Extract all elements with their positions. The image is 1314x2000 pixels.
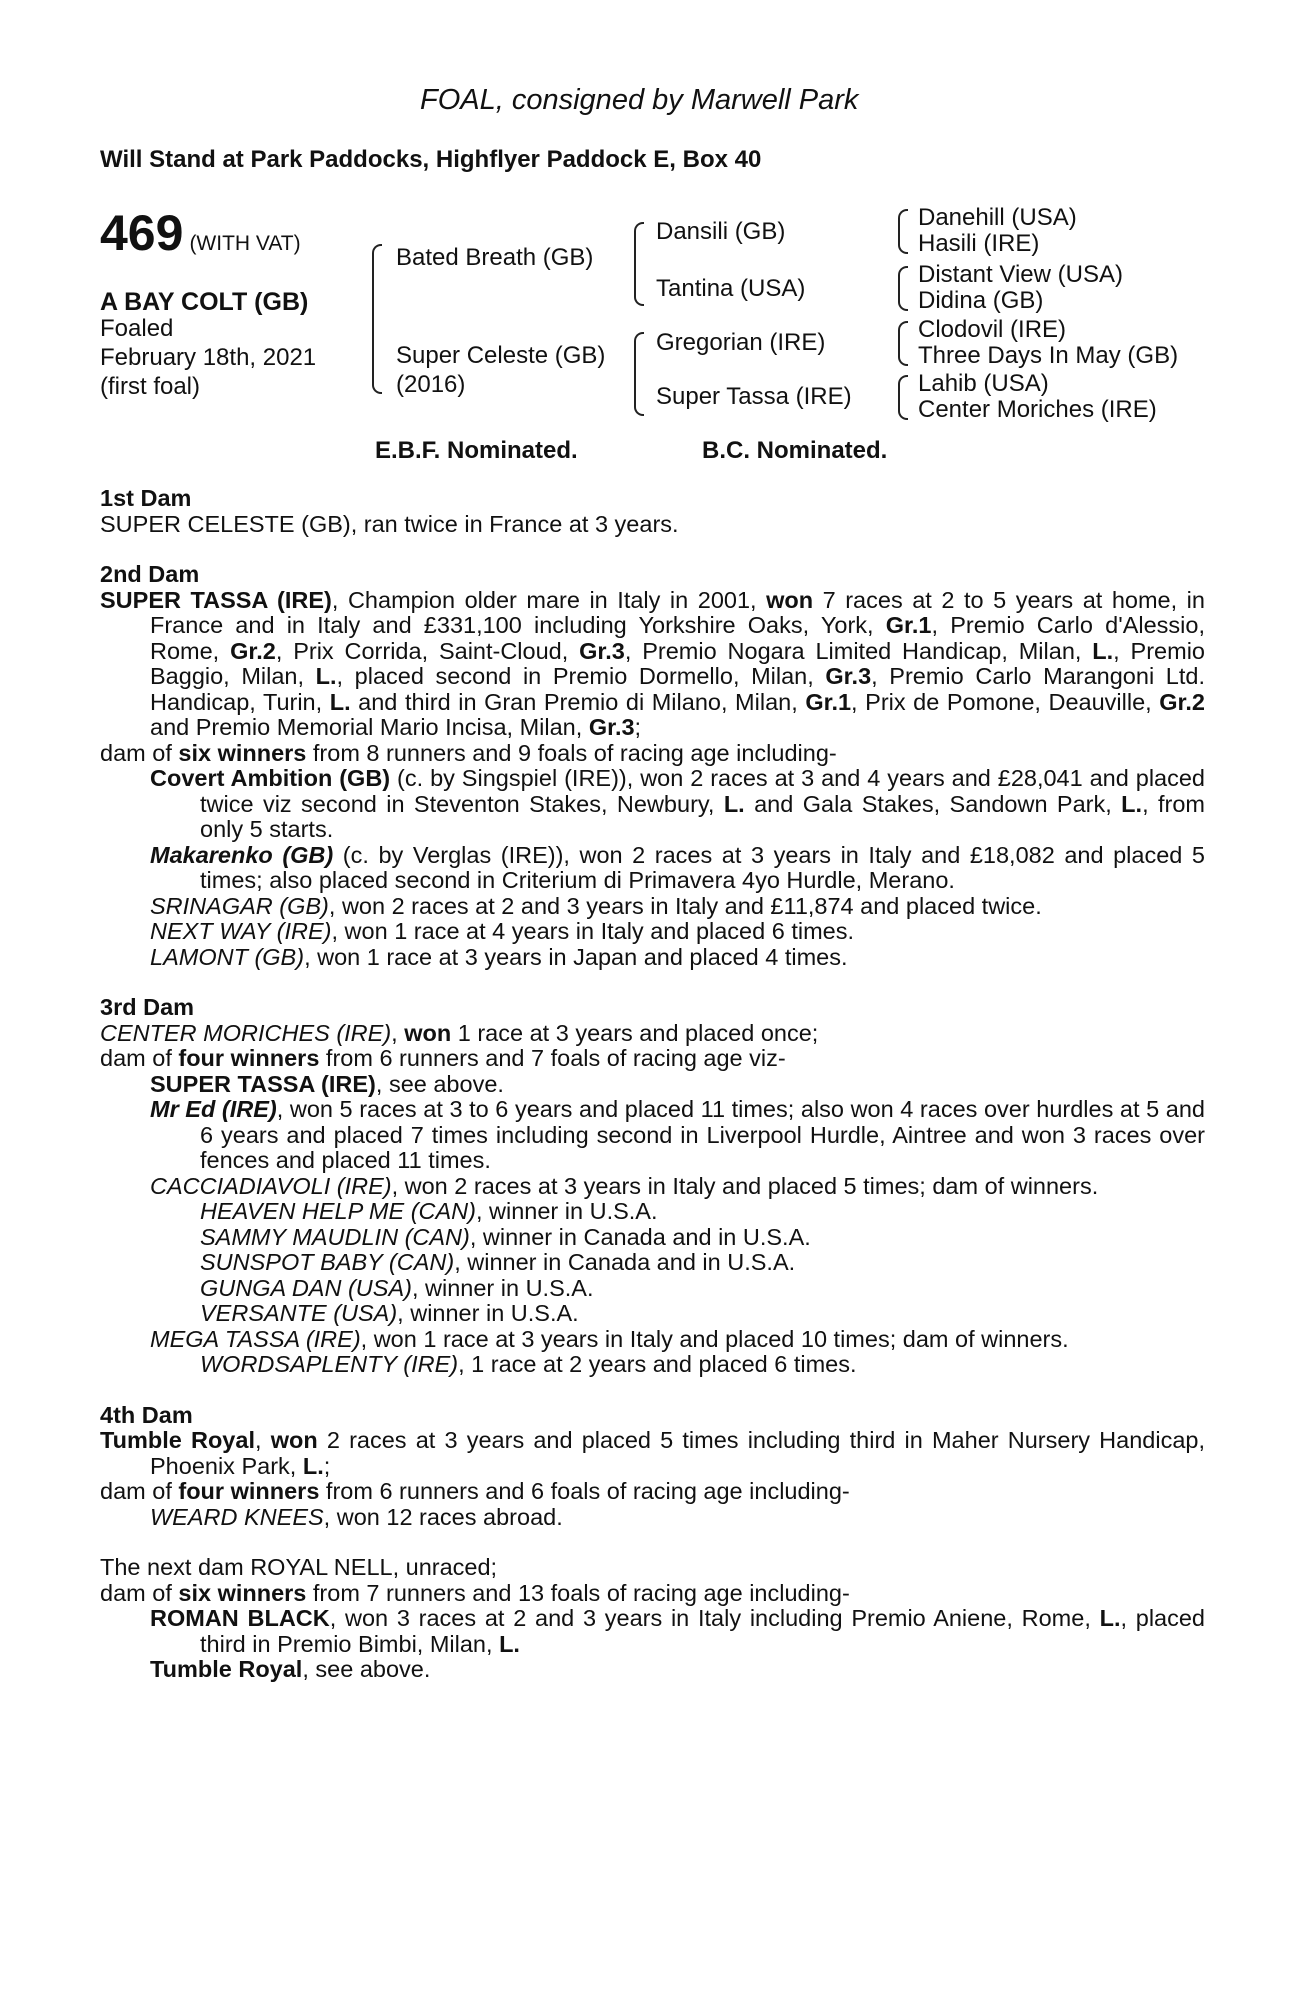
first-foal-note: (first foal) (100, 373, 201, 400)
dam4-produce-summary: dam of four winners from 6 runners and 6 foals of racing age including- (100, 1478, 850, 1504)
granddam-1: Hasili (IRE) (918, 230, 1040, 257)
dam3-grandproduce-2: SAMMY MAUDLIN (CAN), winner in Canada and in U.S.A. (200, 1223, 811, 1250)
dam3-grandproduce-3: SUNSPOT BABY (CAN), winner in Canada and in U.S.A. (200, 1249, 796, 1275)
sire-sire: Dansili (GB) (656, 218, 786, 245)
ebf-nomination: E.B.F. Nominated. (375, 437, 578, 464)
grandsire-2: Distant View (USA) (918, 261, 1123, 288)
pedigree-brace-7 (898, 375, 908, 420)
horse-name: A BAY COLT (GB) (100, 288, 309, 316)
dam2-produce-4: NEXT WAY (IRE), won 1 race at 4 years in Italy and placed 6 times. (150, 918, 854, 944)
dam3-produce-4: MEGA TASSA (IRE), won 1 race at 3 years in Italy and placed 10 times; dam of winners. (150, 1325, 1069, 1352)
next-dam-produce-1: ROMAN BLACK, won 3 races at 2 and 3 years in Italy including Premio Aniene, Rome, L., placed third in Premio Bimbi, Milan, L. (150, 1605, 1205, 1657)
dam1-heading: 1st Dam (100, 485, 192, 511)
consignor-line: FOAL, consigned by Marwell Park (420, 84, 859, 116)
dam3-grandproduce-1: HEAVEN HELP ME (CAN), winner in U.S.A. (200, 1198, 658, 1224)
pedigree-brace-1 (372, 244, 382, 394)
dam2-produce-summary: dam of six winners from 8 runners and 9 foals of racing age including- (100, 739, 837, 766)
vat-note: (WITH VAT) (189, 232, 301, 255)
sire: Bated Breath (GB) (396, 244, 594, 271)
lot-header (100, 204, 301, 262)
pedigree-brace-2 (634, 222, 644, 306)
next-dam-produce-summary: dam of six winners from 7 runners and 13 foals of racing age including- (100, 1579, 850, 1606)
dam3-record: CENTER MORICHES (IRE), won 1 race at 3 years and placed once; (100, 1019, 819, 1046)
dam-sire: Gregorian (IRE) (656, 329, 826, 356)
dam2-name: SUPER TASSA (IRE) (100, 586, 332, 613)
grandsire-4: Lahib (USA) (918, 370, 1049, 397)
dam2-produce-5: LAMONT (GB), won 1 race at 3 years in Japan and placed 4 times. (150, 943, 848, 970)
grandsire-1: Danehill (USA) (918, 204, 1077, 231)
granddam-3: Three Days In May (GB) (918, 342, 1179, 369)
stand-location: Will Stand at Park Paddocks, Highflyer Paddock E, Box 40 (100, 146, 762, 173)
dam3-produce-2: Mr Ed (IRE), won 5 races at 3 to 6 years and placed 11 times; also won 4 races over hurdles at 5 and 6 years and placed 7 times including second in Liverpool Hurdle, Aintree and won 3 races over fences and placed 11 times. (150, 1096, 1205, 1173)
dam3-grandproduce-6: WORDSAPLENTY (IRE), 1 race at 2 years and placed 6 times. (200, 1351, 857, 1377)
dam3-produce-1: SUPER TASSA (IRE), see above. (150, 1070, 504, 1097)
dam3-grandproduce-5: VERSANTE (USA), winner in U.S.A. (200, 1300, 579, 1326)
pedigree-brace-4 (898, 209, 908, 254)
dam2-produce-2: Makarenko (GB) (c. by Verglas (IRE)), won 2 races at 3 years in Italy and £18,082 and placed 5 times; also placed second in Criterium di Primavera 4yo Hurdle, Merano. (150, 841, 1205, 893)
next-dam-produce-2: Tumble Royal, see above. (150, 1656, 431, 1682)
grandsire-3: Clodovil (IRE) (918, 316, 1067, 343)
dam3-produce-summary: dam of four winners from 6 runners and 7 foals of racing age viz- (100, 1045, 786, 1071)
lot-number: 469 (100, 205, 184, 261)
foaling-details (100, 314, 316, 401)
dam2-record: SUPER TASSA (IRE), Champion older mare in Italy in 2001, won 7 races at 2 to 5 years at home, in France and in Italy and £331,100 including Yorkshire Oaks, York, Gr.1, Premio Carlo d'Alessio, Rome, Gr.2, Prix Corrida, Saint-Cloud, Gr.3, Premio Nogara Limited Handicap, Milan, L., Premio Baggio, Milan, L., placed second in Premio Dormello, Milan, Gr.3, Premio Carlo Marangoni Ltd. Handicap, Turin, L. and third in Gran Premio di Milano, Milan, Gr.1, Prix de Pomone, Deauville, Gr.2 and Premio Memorial Mario Incisa, Milan, Gr.3; (100, 586, 1205, 740)
dam4-produce-1: WEARD KNEES, won 12 races abroad. (150, 1503, 563, 1530)
dam3-produce-3: CACCIADIAVOLI (IRE), won 2 races at 3 years in Italy and placed 5 times; dam of winners. (150, 1172, 1099, 1199)
dam1-text: SUPER CELESTE (GB), ran twice in France at 3 years. (100, 510, 679, 537)
dam2-produce-3: SRINAGAR (GB), won 2 races at 2 and 3 years in Italy and £11,874 and placed twice. (150, 892, 1042, 919)
dam-year: (2016) (396, 371, 466, 398)
pedigree-notes (100, 486, 1205, 1683)
dam4-record: Tumble Royal, won 2 races at 3 years and placed 5 times including third in Maher Nursery Handicap, Phoenix Park, L.; (100, 1427, 1206, 1479)
dam: Super Celeste (GB) (396, 342, 606, 369)
dam-dam: Super Tassa (IRE) (656, 383, 852, 410)
granddam-2: Didina (GB) (918, 287, 1044, 314)
pedigree-brace-6 (898, 321, 908, 366)
dam3-grandproduce-4: GUNGA DAN (USA), winner in U.S.A. (200, 1274, 594, 1301)
sire-dam: Tantina (USA) (656, 275, 806, 302)
bc-nomination: B.C. Nominated. (702, 437, 888, 464)
granddam-4: Center Moriches (IRE) (918, 396, 1157, 423)
pedigree-brace-3 (634, 332, 644, 416)
next-dam-record: The next dam ROYAL NELL, unraced; (100, 1554, 498, 1580)
foaled-date: February 18th, 2021 (100, 344, 317, 371)
foaled-label: Foaled (100, 315, 174, 342)
dam4-heading: 4th Dam (100, 1401, 193, 1428)
dam2-heading: 2nd Dam (100, 561, 200, 587)
pedigree-brace-5 (898, 266, 908, 311)
dam2-produce-1: Covert Ambition (GB) (c. by Singspiel (IRE)), won 2 races at 3 and 4 years and £28,041 and placed twice viz second in Steventon Stakes, Newbury, L. and Gala Stakes, Sandown Park, L., from only 5 starts. (150, 765, 1205, 842)
dam3-heading: 3rd Dam (100, 994, 195, 1020)
